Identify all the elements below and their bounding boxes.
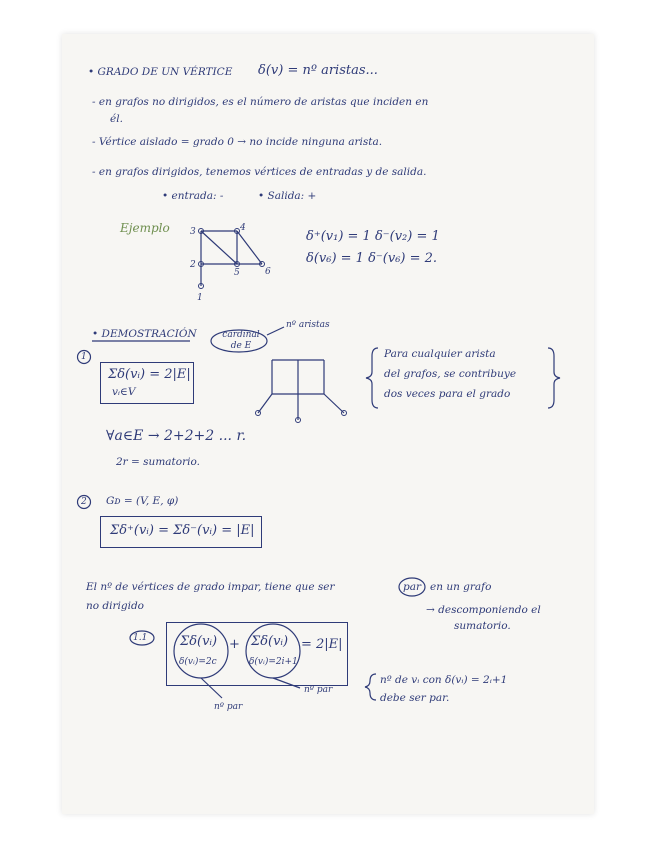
degree-definition: δ(v) = nº aristas... <box>258 63 378 78</box>
directed-graph-def: Gᴅ = (V, E, φ) <box>106 495 179 507</box>
graph-label-5: 5 <box>234 268 240 278</box>
odd-vertices-line2: no dirigido <box>86 600 145 612</box>
par-word: par <box>403 581 422 593</box>
final-note-line1: nº de vᵢ con δ(vᵢ) = 2ᵢ+1 <box>380 674 508 686</box>
odd-vertices-line1b: en un grafo <box>430 581 492 593</box>
box3-sum-b: Σδ(vᵢ) <box>251 634 289 649</box>
demo-title: • DEMOSTRACIÓN <box>92 328 197 340</box>
ejemplo-label: Ejemplo <box>120 221 170 235</box>
bullet-undirected-line2: él. <box>110 113 123 125</box>
drawings-layer <box>62 34 594 814</box>
box1-subscript: vᵢ∈V <box>112 386 136 398</box>
npar-label-2: nº par <box>304 685 333 695</box>
directed-graph-diagram <box>199 229 265 289</box>
notebook-page <box>62 34 594 814</box>
salida-label: • Salida: + <box>258 190 317 202</box>
box3-plus: + <box>229 637 240 652</box>
brace-final <box>365 674 376 700</box>
section-title: • GRADO DE UN VÉRTICE <box>88 66 233 78</box>
circled-11-text: 1.1 <box>133 633 148 643</box>
theorem-box-3 <box>166 622 348 686</box>
descomponiendo-line1: → descomponiendo el <box>426 604 541 616</box>
graph-label-4: 4 <box>240 223 246 233</box>
brace-text-2: del grafos, se contribuye <box>384 368 517 380</box>
brace-text-1: Para cualquier arista <box>384 348 496 360</box>
sumatorio-line: 2r = sumatorio. <box>116 456 200 468</box>
box3-sum-a-sub: δ(vᵢ)=2c <box>179 657 217 667</box>
cardinal-note: cardinal de E <box>222 330 260 351</box>
box3-sum-b-sub: δ(vᵢ)=2i+1 <box>249 657 298 667</box>
bullet-isolated-vertex: - Vértice aislado = grado 0 → no incide ninguna arista. <box>92 136 383 148</box>
undirected-graph-diagram <box>256 360 347 423</box>
circled-1-text: 1 <box>81 352 87 362</box>
odd-vertices-line1a: El nº de vértices de grado impar, tiene que ser <box>86 581 335 593</box>
bullet-undirected-line1: - en grafos no dirigidos, es el número de aristas que inciden en <box>92 96 429 108</box>
final-note-line2: debe ser par. <box>380 692 450 704</box>
graph-label-2: 2 <box>190 260 196 270</box>
graph-label-1: 1 <box>197 293 203 303</box>
npar-label-1: nº par <box>214 702 243 712</box>
graph-label-6: 6 <box>265 267 271 277</box>
descomponiendo-line2: sumatorio. <box>454 620 511 632</box>
forall-line: ∀a∈E → 2+2+2 ... r. <box>106 428 247 444</box>
box2-equation: Σδ⁺(vᵢ) = Σδ⁻(vᵢ) = |E| <box>110 523 255 538</box>
brace-text-3: dos veces para el grado <box>384 388 511 400</box>
brace-left <box>366 348 378 408</box>
box3-equals: = 2|E| <box>301 637 343 652</box>
example-equation-1: δ⁺(v₁) = 1 δ⁻(v₂) = 1 <box>306 229 440 244</box>
entrada-label: • entrada: - <box>162 190 224 202</box>
box1-equation: Σδ(vᵢ) = 2|E| <box>108 367 191 382</box>
example-equation-2: δ(v₆) = 1 δ⁻(v₆) = 2. <box>306 251 438 266</box>
brace-right <box>548 348 560 408</box>
n-aristas-note: nº aristas <box>286 320 330 330</box>
graph-label-3: 3 <box>190 227 196 237</box>
box3-sum-a: Σδ(vᵢ) <box>180 634 218 649</box>
bullet-directed: - en grafos dirigidos, tenemos vértices de entradas y de salida. <box>92 166 427 178</box>
circled-2-text: 2 <box>81 497 87 507</box>
